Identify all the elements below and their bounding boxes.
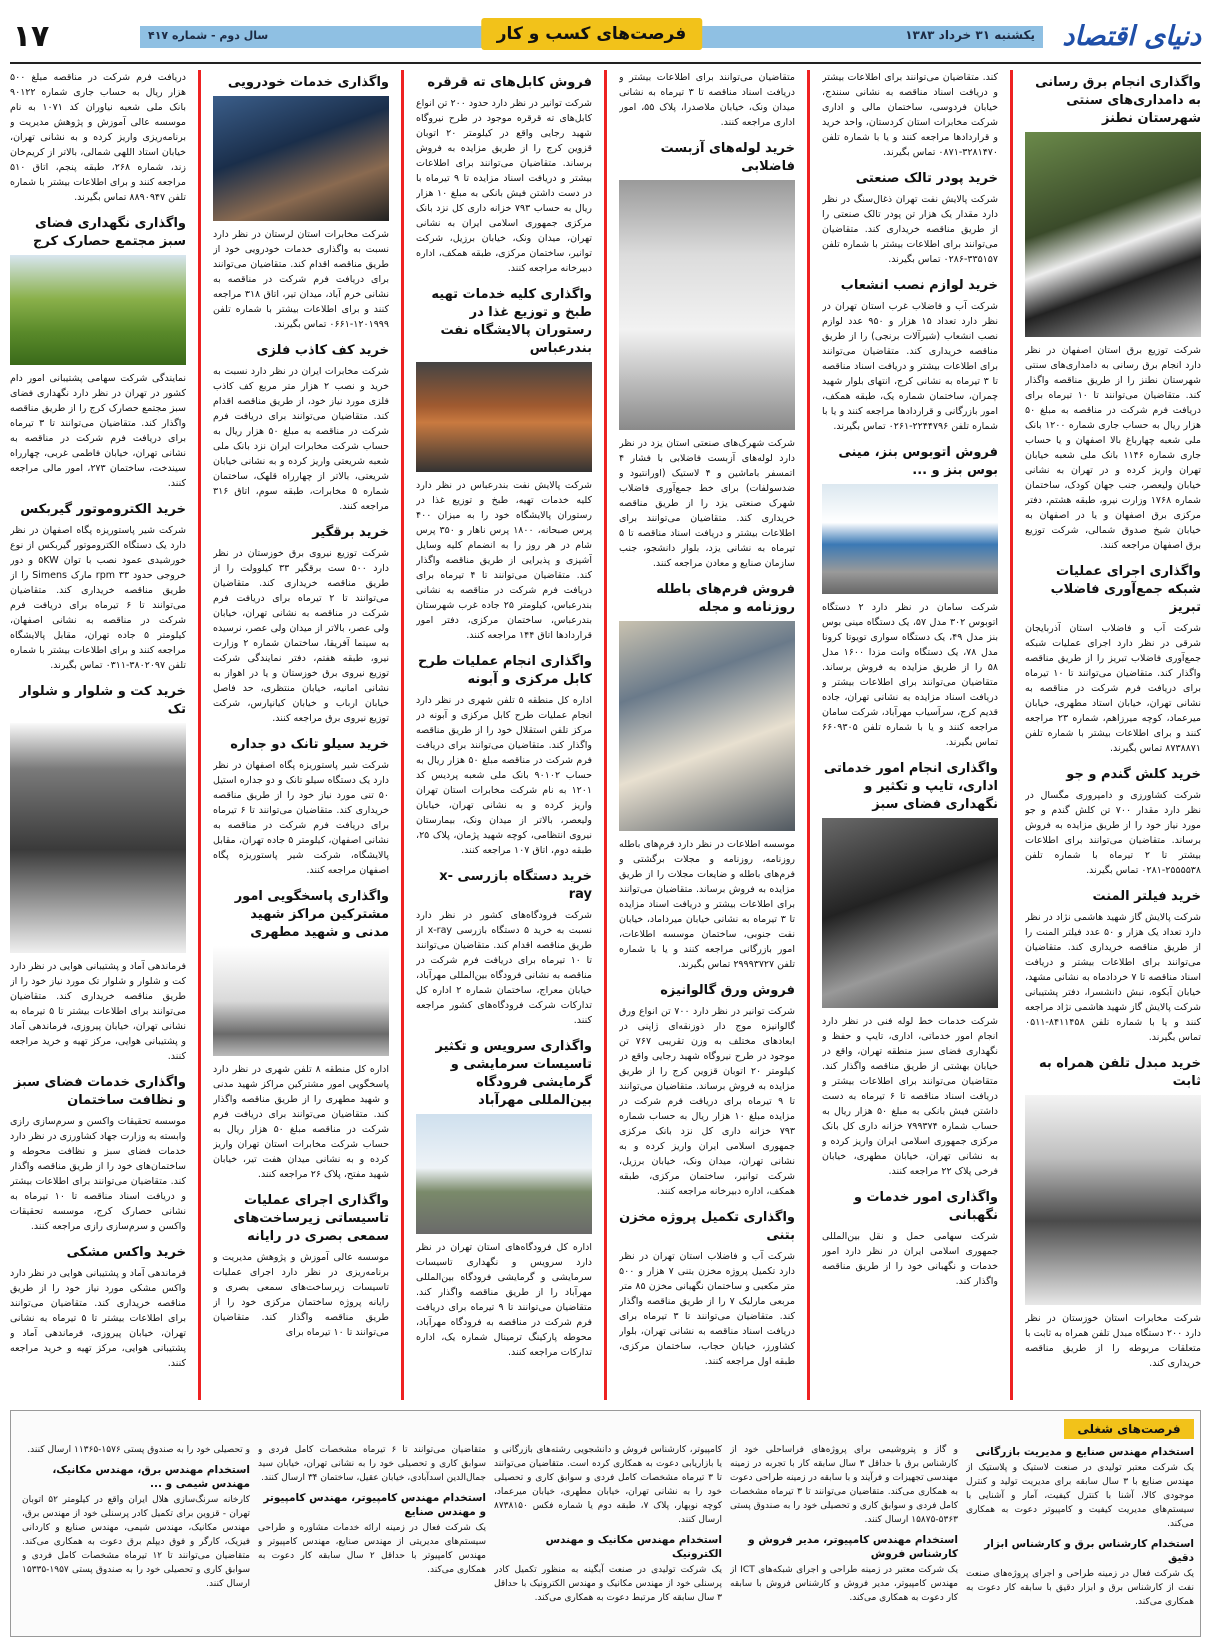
column-5 [213, 70, 389, 1400]
issue-number: سال دوم - شماره ۴۱۷ [148, 29, 269, 42]
tender-item [10, 1074, 186, 1234]
job-column-2 [730, 1443, 958, 1630]
job-text: یک شرکت تولیدی در صنعت آبگینه به منظور تکمیل کادر پرسنلی خود از مهندس مکانیک و مهندس الکترونیک با حداقل ۳ سال سابقه کار مرتبط دعوت به همکاری می‌کند. [494, 1565, 722, 1603]
landscape-photo [10, 255, 186, 365]
tender-item [619, 70, 795, 130]
jobs-label: فرصت‌های شغلی [1064, 1419, 1194, 1439]
tender-text: شرکت توانیر در نظر دارد حدود ۲۰۰ تن انواع کابل‌های ته قرقره موجود در طرح نیروگاه شهید رجایی واقع در کیلومتر ۲۰ اتوبان قزوین کرج را از طریق مزایده به فروش برساند. متقاضیان می‌توانند برای اطلاعات بیشتر و دریافت اسناد مزایده تا ۹ تیرماه با در دست داشتن فیش بانکی به مبلغ ۱۰ هزار ریال به حساب ۷۹۳ خزانه داری کل نزد بانک مرکزی جمهوری اسلامی ایران به نشانی تهران، میدان ونک، خیابان برزیل، شرکت توانیر، ساختمان مرکزی، طبقه همکف، اداره دبیرخانه مراجعه کنند. [416, 98, 592, 274]
tender-text: اداره کل منطقه ۸ تلفن شهری در نظر دارد پاسخگویی امور مشترکین مراکز شهید مدنی و شهید مطهری را از طریق مناقصه واگذار کند. متقاضیان می‌توانند برای دریافت فرم شرکت در مناقصه مبلغ ۵۰ هزار ریال به حساب شرکت مخابرات استان تهران واریز کرده و به نشانی میدان هفت تیر، خیابان شهید مفتح، پلاک ۲۶ مراجعه کنند. [213, 1064, 389, 1180]
job-column-4 [258, 1443, 486, 1630]
tender-item [10, 683, 186, 1064]
tender-text: شرکت توزیع نیروی برق خوزستان در نظر دارد ۵۰۰ ست برقگیر ۳۳ کیلوولت را از طریق مناقصه خریداری کند. متقاضیان می‌توانند تا ۲ تیرماه برای دریافت فرم شرکت در مناقصه به نشانی تهران، خیابان ولی عصر، بالاتر از میدان ولی عصر، نرسیده به سینما آفریقا، ساختمان شماره ۲ وزارت نیرو، طبقه هفتم، دفتر نمایندگی شرکت توزیع نیروی برق خوزستان و یا در اهواز به نشانی امانیه، خیابان منتظری، حد فاصل خیابان ارباب و خیابان کیانپارس، شرکت توزیع نیروی برق مراجعه کنند. [213, 548, 389, 724]
tender-item [416, 653, 592, 858]
tender-item [416, 74, 592, 276]
tender-text: شرکت آب و فاضلاب غرب استان تهران در نظر دارد تعداد ۱۵ هزار و ۹۵۰ عدد لوازم نصب انشعاب (شیرآلات برنجی) را از طریق مناقصه خریداری کند. متقاضیان می‌توانند برای اطلاعات بیشتر و دریافت اسناد مناقصه تا ۳ تیرماه به نشانی کرج، انتهای بلوار شهید چمران، ساختمان شماره یک، طبقه همکف، امور بازرگانی و قراردادها مراجعه کنند و یا با شماره تلفن ۲۲۴۴۷۹۶-۰۲۶۱ تماس بگیرند. [822, 301, 998, 432]
tender-title: فروش کابل‌های ته قرقره [427, 75, 592, 90]
tender-title: فروش اتوبوس بنز، مینی بوس بنز و ... [838, 445, 998, 478]
tender-item [822, 444, 998, 750]
tender-title: خرید برقگیر [312, 525, 389, 540]
tender-title: واگذاری اجرای عملیات شبکه جمع‌آوری فاضلاب تبریز [1050, 564, 1201, 615]
tender-title: خرید سیلو تانک دو جداره [230, 737, 389, 752]
section-title: فرصت‌های کسب و کار [481, 18, 702, 50]
tender-text: شرکت پالایش نفت بندرعباس در نظر دارد کلیه خدمات تهیه، طبخ و توزیع غذا در رستوران پالایشگاه خود را به میزان ۴۰۰ پرس صبحانه، ۱۸۰۰ پرس ناهار و ۳۵۰ پرس شام در هر روز را به انضمام کلیه وسایل آشپزی و پذیرایی از طریق مناقصه واگذار کند. متقاضیان می‌توانند تا ۴ تیرماه برای دریافت فرم شرکت در مناقصه به نشانی بندرعباس، کیلومتر ۲۵ جاده غرب شهرستان بندرعباس، ساختمان مرکزی، دفتر امور قراردادها اتاق ۱۴۴ مراجعه کنند. [416, 480, 592, 641]
typewriter-photo [822, 818, 998, 1008]
tender-item [213, 74, 389, 332]
job-title: استخدام مهندس مکانیک و مهندس الکترونیک [545, 1534, 722, 1560]
tender-text: نمایندگی شرکت سهامی پشتیبانی امور دام کشور در تهران در نظر دارد نگهداری فضای سبز مجتمع حصارک کرج را از طریق مناقصه واگذار کند. متقاضیان می‌توانند تا ۳ تیرماه برای دریافت فرم شرکت در مناقصه به نشانی تهران، خیابان فاطمی غربی، چهارراه سیندخت، ساختمان ۲۷۳، امور مالی مراجعه کنند. [10, 373, 186, 489]
office-photo [213, 946, 389, 1056]
mechanic-photo [213, 96, 389, 221]
tender-text: شرکت شیر پاستوریزه پگاه اصفهان در نظر دارد یک دستگاه الکتروموتور گیربکس از نوع خورشیدی عمود نصب با توان ۵KW و دور خروجی حدود rpm ۳۳ مارک Simens را از طریق مناقصه خریداری کند. متقاضیان می‌توانند تا ۶ تیرماه برای دریافت فرم شرکت در مناقصه به نشانی اصفهان، کیلومتر ۵ جاده تهران، مقابل پالایشگاه مراجعه کنند و برای اطلاعات بیشتر با شماره تلفن ۳۸۰۲۰۹۷-۰۳۱۱ تماس بگیرند. [10, 525, 186, 671]
tender-text: شرکت کشاورزی و دامپروری مگسال در نظر دارد مقدار ۷۰۰ تن کلش گندم و جو مورد نیاز خود را از طریق مزایده به فروش برساند. متقاضیان می‌توانند برای اطلاعات بیشتر تا ۲ تیرماه با شماره تلفن ۲۵۵۵۵۳۸-۰۲۸۱ تماس بگیرند. [1025, 790, 1201, 876]
tender-item [619, 982, 795, 1199]
papers-photo [619, 621, 795, 831]
tender-text: شرکت خدمات خط لوله فنی در نظر دارد انجام امور خدماتی، اداری، تایپ و حفظ و نگهداری فضای سبز منطقه تهران، واقع در خیابان بهشتی از طریق مناقصه واگذار کند. متقاضیان می‌توانند برای اطلاعات بیشتر و دریافت اسناد مناقصه تا ۶ تیرماه به دست داشتن فیش بانکی به مبلغ ۵۰ هزار ریال به حساب شماره ۷۹۹۳۷۴ خزانه داری کل بانک مرکزی جمهوری اسلامی ایران واریز کرده و به نشانی تهران، خیابان مطهری، خیابان فرخی پلاک ۲۲ مراجعه کنند. [822, 1016, 998, 1177]
phone-photo [1025, 1095, 1201, 1305]
tender-item [213, 342, 389, 514]
tender-title: خرید مبدل تلفن همراه به ثابت [1038, 1056, 1201, 1089]
job-column-1 [966, 1443, 1194, 1630]
tender-text: موسسه تحقیقات واکسن و سرم‌سازی رازی وابسته به وزارت جهاد کشاورزی در نظر دارد خدمات فضای سبز و نظافت محوطه و ساختمان‌های خود را از طریق مناقصه واگذار کند. متقاضیان می‌توانند برای اطلاعات بیشتر و دریافت اسناد مناقصه تا ۱۰ تیرماه به نشانی حصارک کرج، موسسه تحقیقات واکسن و سرم‌سازی رازی مراجعه کنند. [10, 1116, 186, 1232]
tender-text: متقاضیان می‌توانند برای اطلاعات بیشتر و دریافت اسناد مناقصه تا ۳ تیرماه به نشانی میدان ونک، خیابان ملاصدرا، پلاک ۵۵، امور اداری مراجعه کنند. [619, 72, 795, 128]
tender-text: شرکت مخابرات ایران در نظر دارد نسبت به خرید و نصب ۲ هزار متر مربع کف کاذب فلزی مورد نیاز خود، از طریق مناقصه اقدام کند. متقاضیان می‌توانند برای دریافت فرم شرکت در مناقصه به مبلغ ۵۰ هزار ریال به حساب شرکت مخابرات ایران نزد بانک ملی شعبه شریعتی واریز کرده و به نشانی خیابان شریعتی، بالاتر از چهارراه قلهک، ساختمان شماره ۵ مخابرات، طبقه سوم، اتاق ۳۱۶ مراجعه کنند. [213, 366, 389, 512]
tender-text: کند. متقاضیان می‌توانند برای اطلاعات بیشتر و دریافت اسناد مناقصه به نشانی سنندج، خیابان فردوسی، ساختمان مالی و اداری شرکت مخابرات استان کردستان، واحد خرید و قراردادها مراجعه کنند و یا با شماره تلفن ۳۲۸۱۴۷۰-۰۸۷۱ تماس بگیرند. [822, 72, 998, 158]
tender-title: خرید واکس مشکی [66, 1245, 186, 1260]
tender-title: واگذاری سرویس و تکثیر تاسیسات سرمایشی و گرمایشی فرودگاه بین‌المللی مهرآباد [435, 1039, 592, 1108]
pipes-photo [619, 180, 795, 430]
tender-text: شرکت توزیع برق استان اصفهان در نظر دارد انجام برق رسانی به دامداری‌های سنتی شهرستان نطنز را از طریق مناقصه واگذار کند. متقاضیان می‌توانند تا ۱۰ تیرماه برای دریافت فرم شرکت در مناقصه به مبلغ ۵۰ هزار ریال به حساب جاری شماره ۱۲۰۰ بانک ملی شعبه چهارباغ بالا اصفهان و یا حساب جاری شماره ۱۱۴۶ بانک ملی شعبه خیابان تهران واریز کرده و در تهران به نشانی خیابان ولیعصر، جنب جهان کودک، ساختمان شماره ۱۷۶۸ وزارت نیرو، طبقه هشتم، دفتر مرکزی برق اصفهان و یا در اصفهان به خیابان شیخ صدوق شمالی، شرکت توزیع برق اصفهان مراجعه کنند. [1025, 345, 1201, 551]
tender-text: شرکت پالایش نفت تهران ذغال‌سنگ در نظر دارد مقدار یک هزار تن پودر تالک صنعتی را از طریق مناقصه خریداری کند. متقاضیان می‌توانند برای اطلاعات بیشتر با شماره تلفن ۳۳۵۱۵۷-۰۲۸۶ تماس بگیرند. [822, 194, 998, 265]
column-2 [822, 70, 998, 1400]
job-columns [17, 1443, 1194, 1630]
job-text: کارخانه سرنگ‌سازی هلال ایران واقع در کیلومتر ۵۲ اتوبان تهران - قزوین برای تکمیل کادر پرسنلی خود از مهندس برق، مهندس مکانیک، مهندس شیمی، مهندس صنایع و کاردانی فیزیک، کارگر و فوق دیپلم برق دعوت به همکاری می‌کند. متقاضیان می‌توانند تا ۱۲ تیرماه مشخصات کامل فردی و سوابق کاری و تحصیلی خود را به صندوق پستی ۱۹۵۷-۱۵۳۳۵ ارسال کنند. [22, 1495, 250, 1589]
job-text: متقاضیان می‌توانند تا ۶ تیرماه مشخصات کامل فردی و سوابق کاری و تحصیلی خود را به نشانی تهران، خیابان سید جمال‌الدین اسدآبادی، خیابان عقیل، ساختمان ۳۴ ارسال کنند. [258, 1445, 486, 1483]
tender-item [416, 868, 592, 1028]
tender-item [1025, 74, 1201, 553]
tender-text: موسسه عالی آموزش و پژوهش مدیریت و برنامه‌ریزی در نظر دارد اجرای عملیات تاسیسات زیرساخت‌های سمعی بصری و رایانه پروژه ساختمان مرکزی خود را از طریق مناقصه واگذار کند. متقاضیان می‌توانند تا ۱۰ تیرماه برای [213, 1252, 389, 1338]
tender-text: شرکت توانیر در نظر دارد ۷۰۰ تن انواع ورق گالوانیزه موج دار ذوزنقه‌ای ژاپنی در ابعادهای مختلف به وزن تقریبی ۷۶۷ تن موجود در طرح نیروگاه شهید رجایی واقع در کیلومتر ۲۰ اتوبان قزوین کرج را از طریق مزایده به فروش برساند. متقاضیان می‌توانند تا ۹ تیرماه برای دریافت فرم شرکت در مزایده مبلغ ۱۰ هزار ریال به حساب شماره ۷۹۳ خزانه داری کل نزد بانک مرکزی جمهوری اسلامی ایران واریز کرده و به نشانی تهران، میدان ونک، خیابان برزیل، شرکت توانیر، ساختمان مرکزی، طبقه همکف، اداره دبیرخانه مراجعه کنند. [619, 1006, 795, 1197]
tender-title: واگذاری پاسخگویی امور مشترکین مراکز شهید مدنی و شهید مطهری [234, 889, 389, 940]
tender-title: فروش ورق گالوانیزه [660, 983, 795, 998]
tender-title: خرید کت و شلوار و شلوار تک [19, 684, 186, 717]
tender-text: اداره کل فرودگاه‌های استان تهران در نظر دارد سرویس و نگهداری تاسیسات سرمایشی و گرمایشی فرودگاه بین‌المللی مهرآباد را از طریق مناقصه واگذار کند. متقاضیان می‌توانند تا ۹ تیرماه برای دریافت فرم شرکت در مناقصه به فرودگاه مهرآباد، محوطه پارکینگ ترمینال شماره یک، اداره تدارکات مراجعه کنند. [416, 1242, 592, 1358]
job-title: استخدام مهندس برق، مهندس مکانیک، مهندس شیمی و ... [52, 1464, 250, 1490]
job-text: یک شرکت معتبر در زمینه طراحی و اجرای شبکه‌های ICT از مهندس کامپیوتر، مدیر فروش و کارشناس فروش با سابقه کار دعوت به همکاری می‌کند. [730, 1565, 958, 1603]
tender-title: واگذاری اجرای عملیات تاسیساتی زیرساخت‌های سمعی بصری در رایانه [233, 1193, 389, 1244]
tender-text: شرکت مخابرات استان لرستان در نظر دارد نسبت به واگذاری خدمات خودرویی خود از طریق مناقصه اقدام کند. متقاضیان می‌توانند برای دریافت فرم شرکت در مناقصه به نشانی خرم آباد، میدان تیر، اتاق ۳۱۸ مراجعه کنند و برای اطلاعات بیشتر با شماره تلفن ۱۲۰۱۹۹۹-۰۶۶۱ تماس بگیرند. [213, 229, 389, 330]
job-text: یک شرکت فعال در زمینه طراحی و اجرای پروژه‌های صنعت نفت از کارشناس برق و ابزار دقیق با سابقه کار دعوت به همکاری می‌کند. [966, 1569, 1194, 1607]
tender-item [10, 70, 186, 205]
tender-item [822, 760, 998, 1179]
column-4 [416, 70, 592, 1400]
tender-text: شرکت شهرک‌های صنعتی استان یزد در نظر دارد لوله‌های آزبست فاضلابی با فشار ۴ اتمسفر باماشین و ۴ لاستیک (اورانتیود و ضدسولفات) برای خط جمع‌آوری فاضلاب شهرک صنعتی یزد را از طریق مناقصه خریداری کند. متقاضیان می‌توانند برای اطلاعات بیشتر و دریافت اسناد مناقصه تا ۵ تیرماه به نشانی یزد، بلوار دانشجو، جنب سازمان صنایع و معادن مراجعه کنند. [619, 438, 795, 569]
tender-item [822, 1189, 998, 1289]
airplane-photo [416, 1114, 592, 1234]
tender-item [213, 888, 389, 1182]
job-text: کامپیوتر، کارشناس فروش و دانشجویی رشته‌های بازرگانی و یا بازاریابی دعوت به همکاری کرده است. متقاضیان می‌توانند تا ۳ تیرماه مشخصات کامل فردی و سوابق کاری و تحصیلی خود را به نشانی تهران، خیابان مطهری، خیابان میرعماد، کوچه نوبهار، پلاک ۷، طبقه دوم یا شماره فکس ۸۷۳۸۱۵۰ ارسال کنند. [494, 1445, 722, 1525]
page-number: ۱۷ [12, 19, 50, 54]
tender-item [213, 736, 389, 878]
column-separator [401, 70, 404, 1400]
tender-title: واگذاری تکمیل پروژه مخزن بتنی [619, 1210, 795, 1243]
tender-item [10, 501, 186, 673]
tender-item [213, 1192, 389, 1340]
tender-item [416, 286, 592, 643]
suit-photo [10, 723, 186, 953]
tender-item [1025, 1055, 1201, 1371]
job-text: یک شرکت فعال در زمینه ارائه خدمات مشاوره و طراحی سیستم‌های مدیریتی از مهندس صنایع، مهندس کامپیوتر و مهندس کامپیوتر با حداقل ۲ سال سابقه کار دعوت به همکاری می‌کند. [258, 1523, 486, 1575]
masthead [10, 18, 1201, 58]
tender-item [1025, 888, 1201, 1045]
tender-title: خرید الکتروموتور گیربکس [20, 502, 186, 517]
top-rule [10, 62, 1201, 64]
job-text: یک شرکت معتبر تولیدی در صنعت لاستیک و پلاستیک از مهندس صنایع با ۳ سال سابقه برای مدیریت تولید و کنترل موجودی کالا، آشنا با کنترل کیفیت، آمار و آشنایی با سیستم‌های مدیریت کیفیت و کامپیوتر دعوت به همکاری می‌کند. [966, 1463, 1194, 1529]
tender-title: خرید فیلتر المنت [1092, 889, 1201, 904]
tender-text: شرکت سامان در نظر دارد ۲ دستگاه اتوبوس ۳۰۲ مدل ۵۷، یک دستگاه مینی بوس بنز مدل ۴۹، یک دستگاه سواری تویوتا کرونا مدل ۷۸، یک دستگاه وانت مزدا ۱۶۰۰ مدل ۵۸ را از طریق مزایده به فروش برساند. متقاضیان می‌توانند برای اطلاعات بیشتر و دریافت اسناد مزایده به نشانی تهران، جاده قدیم کرج، سرآسیاب مهرآباد، شرکت سامان مراجعه کنند و یا با شماره تلفن ۶۶۰۹۳۰۵ تماس بگیرند. [822, 602, 998, 748]
column-separator [807, 70, 810, 1400]
cows-photo [1025, 132, 1201, 337]
tender-title: خرید پودر تالک صنعتی [855, 171, 998, 186]
tender-item [619, 581, 795, 972]
job-text: و تحصیلی خود را به صندوق پستی ۱۵۷۶-۱۱۳۶۵ ارسال کنند. [27, 1445, 250, 1455]
job-title: استخدام کارشناس برق و کارشناس ابزار دقیق [984, 1538, 1194, 1564]
tender-title: خرید کلش گندم و جو [1066, 767, 1201, 782]
tender-title: واگذاری امور خدمات و نگهبانی [853, 1190, 998, 1223]
tender-text: شرکت آب و فاضلاب استان تهران در نظر دارد تکمیل پروژه مخزن بتنی ۷ هزار و ۵۰۰ متر مکعبی و ساختمان نگهبانی مخزن ۸۵ متر مربعی مارلیک ۷ را از طریق مناقصه واگذار کند. متقاضیان می‌توانند تا ۳ تیرماه برای دریافت اسناد مناقصه به نشانی تهران، بلوار کشاورز، خیابان حجاب، ساختمان مرکزی، طبقه اول مراجعه کنند. [619, 1251, 795, 1367]
tender-title: واگذاری کلیه خدمات تهیه طبخ و توزیع غذا در رستوران پالایشگاه نفت بندرعباس [431, 287, 592, 356]
column-separator [198, 70, 201, 1400]
job-text: و گاز و پتروشیمی برای پروژه‌های فراساحلی خود از کارشناس برق با حداقل ۳ سال سابقه کار با تجربه در زمینه مهندسی تجهیزات و فرآیند و با سابقه در زمینه طراحی دعوت به همکاری می‌کند. متقاضیان می‌توانند تا ۳ تیرماه مشخصات کامل فردی و سوابق کاری و تحصیلی خود را به صندوق پستی ۵۳۶۳-۱۵۸۷۵ ارسال کنند. [730, 1445, 958, 1525]
job-opportunities-box [10, 1410, 1201, 1637]
tender-title: خرید لوازم نصب انشعاب [840, 278, 998, 293]
job-title: استخدام مهندس کامپیوتر، مهندس کامپیوتر و مهندس صنایع [263, 1492, 486, 1518]
tender-title: واگذاری نگهداری فضای سبز مجتمع حصارک کرج [33, 216, 186, 249]
bus-photo [822, 484, 998, 594]
tender-text: موسسه اطلاعات در نظر دارد فرم‌های باطله روزنامه، روزنامه و مجلات برگشتی و فرم‌های باطله و ضایعات مجلات را از طریق مزایده به فروش برساند. متقاضیان می‌توانند برای اطلاعات بیشتر و دریافت اسناد مزایده تا ۳ تیرماه به نشانی خیابان میرداماد، خیابان نفت جنوبی، ساختمان موسسه اطلاعات، امور بازرگانی مراجعه کنند و یا با شماره تلفن ۲۹۹۹۳۷۲۷ تماس بگیرند. [619, 839, 795, 970]
tender-item [1025, 766, 1201, 878]
tender-item [619, 1209, 795, 1369]
column-separator [1010, 70, 1013, 1400]
tender-text: شرکت شیر پاستوریزه پگاه اصفهان در نظر دارد یک دستگاه سیلو تانک و دو جداره استیل ۵۰ تنی مورد نیاز خود را از طریق مناقصه خریداری کند. متقاضیان می‌توانند تا ۶ تیرماه برای دریافت فرم شرکت در مناقصه به نشانی اصفهان، کیلومتر ۵ جاده تهران، مقابل پالایشگاه، شرکت شیر پاستوریزه پگاه اصفهان مراجعه کنند. [213, 760, 389, 876]
tender-text: دریافت فرم شرکت در مناقصه مبلغ ۵۰۰ هزار ریال به حساب جاری شماره ۹۰۱۲۲ بانک ملی شعبه نیاوران کد ۱۰۷۱ به نام موسسه عالی آموزش و پژوهش مدیریت و برنامه‌ریزی واریز کرده و به نشانی تهران، خیابان استاد اللهی شمالی، بالاتر از کریم‌خان زند، شماره ۲۶۸، طبقه پنجم، اتاق ۵۱۰ مراجعه کنند و برای اطلاعات بیشتر با شماره تلفن ۸۸۹۰۹۴۷ تماس بگیرند. [10, 72, 186, 203]
tender-text: اداره کل منطقه ۵ تلفن شهری در نظر دارد انجام عملیات طرح کابل مرکزی و آبونه در مرکز تلفن استقلال خود را از طریق مناقصه واگذار کند. متقاضیان می‌توانند برای دریافت فرم شرکت در مناقصه مبلغ ۵۰ هزار ریال به حساب ۹۰۱۰۲ بانک ملی شعبه پردیس کد ۱۲۰۱ به نام شرکت مخابرات استان تهران واریز کرده و به نشانی تهران، خیابان ولیعصر، بالاتر از میدان ونک، بیمارستان نیروی انتظامی، کوچه شهید پژمان، پلاک ۲۵، طبقه دوم، اتاق ۱۰۷ مراجعه کنند. [416, 695, 592, 856]
tender-title: خرید کف کاذب فلزی [256, 343, 389, 358]
tender-title: واگذاری خدمات خودرویی [227, 75, 389, 90]
tender-item [619, 140, 795, 571]
tender-item [1025, 563, 1201, 756]
column-separator [604, 70, 607, 1400]
tender-title: فروش فرم‌های باطله روزنامه و مجله [656, 582, 795, 615]
tender-item [822, 170, 998, 267]
tender-title: واگذاری انجام عملیات طرح کابل مرکزی و آبونه [417, 654, 592, 687]
grill-photo [416, 362, 592, 472]
tender-text: شرکت آب و فاضلاب استان آذربایجان شرقی در نظر دارد اجرای عملیات شبکه جمع‌آوری فاضلاب تبریز را از طریق مناقصه واگذار کند. متقاضیان می‌توانند تا ۱۰ تیرماه برای دریافت فرم شرکت در مناقصه به نشانی تهران، خیابان استاد مطهری، خیابان میرعماد، کوچه میرزاهم، شماره ۲۳ مراجعه کنند و برای اطلاعات بیشتر با شماره تلفن ۸۷۳۸۸۷۱ تماس بگیرند. [1025, 623, 1201, 754]
tender-text: شرکت سهامی حمل و نقل بین‌المللی جمهوری اسلامی ایران در نظر دارد امور خدمات و نگهبانی خود را از طریق مناقصه واگذار کند. [822, 1231, 998, 1287]
tender-text: شرکت مخابرات استان خوزستان در نظر دارد ۲۰۰ دستگاه مبدل تلفن همراه به ثابت با متعلقات مربوطه را از طریق مناقصه خریداری کند. [1025, 1313, 1201, 1369]
job-column-3 [494, 1443, 722, 1630]
tender-item [416, 1038, 592, 1360]
tender-title: خرید لوله‌های آزبست فاضلابی [660, 141, 795, 174]
masthead-bar [140, 26, 1043, 48]
job-column-5 [22, 1443, 250, 1630]
issue-date: یکشنبه ۳۱ خرداد ۱۳۸۳ [905, 28, 1035, 42]
tender-title: واگذاری خدمات فضای سبز و نظافت ساختمان [13, 1075, 186, 1108]
tender-item [213, 524, 389, 726]
job-title: استخدام مهندس صنایع و مدیریت بازرگانی [975, 1446, 1194, 1458]
tender-title: واگذاری انجام امور خدماتی اداری، تایپ و تکثیر و نگهداری فضای سبز [823, 761, 998, 812]
newspaper-logo: دنیای اقتصاد [1062, 21, 1201, 52]
column-1 [1025, 70, 1201, 1400]
tender-text: فرماندهی آماد و پشتیبانی هوایی در نظر دارد واکس مشکی مورد نیاز خود را از طریق مناقصه خریداری کند. متقاضیان می‌توانند برای اطلاعات بیشتر تا ۵ تیرماه به نشانی تهران، خیابان پیروزی، فرماندهی آماد و پشتیبانی هوایی، مرکز تهیه و خرید مراجعه کنند. [10, 1268, 186, 1369]
job-title: استخدام مهندس کامپیوتر، مدیر فروش و کارشناس فروش [748, 1534, 958, 1560]
tender-item [10, 215, 186, 491]
tender-text: فرماندهی آماد و پشتیبانی هوایی در نظر دارد کت و شلوار و شلوار تک مورد نیاز خود را از طریق مناقصه خریداری کند. متقاضیان می‌توانند برای اطلاعات بیشتر تا ۵ تیرماه به نشانی تهران، خیابان پیروزی، فرماندهی آماد و پشتیبانی هوایی، مرکز تهیه و خرید مراجعه کنند. [10, 961, 186, 1062]
tender-item [822, 70, 998, 160]
column-3 [619, 70, 795, 1400]
tender-title: واگذاری انجام برق رسانی به دامداری‌های سنتی شهرستان نطنز [1035, 75, 1201, 126]
tender-text: شرکت فرودگاه‌های کشور در نظر دارد نسبت به خرید ۵ دستگاه بازرسی x-ray از طریق مناقصه اقدام کند. متقاضیان می‌توانند تا ۱۰ تیرماه برای دریافت فرم شرکت در مناقصه به نشانی فرودگاه بین‌المللی مهرآباد، خیابان معراج، ساختمان شماره ۲ اداره کل تدارکات شرکت فرودگاه‌های کشور مراجعه کنند. [416, 910, 592, 1026]
column-6 [10, 70, 186, 1400]
tender-item [822, 277, 998, 434]
tender-item [10, 1244, 186, 1371]
tender-title: خرید دستگاه بازرسی x-ray [439, 869, 592, 902]
tender-text: شرکت پالایش گاز شهید هاشمی نژاد در نظر دارد تعداد یک هزار و ۵۰ عدد فیلتر المنت را از طریق مناقصه خریداری کند. متقاضیان می‌توانند برای اطلاعات بیشتر و دریافت اسناد مناقصه تا ۷ خردادماه به نشانی مشهد، خیابان آبکوه، نبش دانشسرا، دفتر پشتیبانی شرکت پالایش گاز شهید هاشمی نژاد مراجعه کنند و یا با شماره تلفن ۸۴۱۱۴۵۸-۰۵۱۱ تماس بگیرند. [1025, 912, 1201, 1043]
